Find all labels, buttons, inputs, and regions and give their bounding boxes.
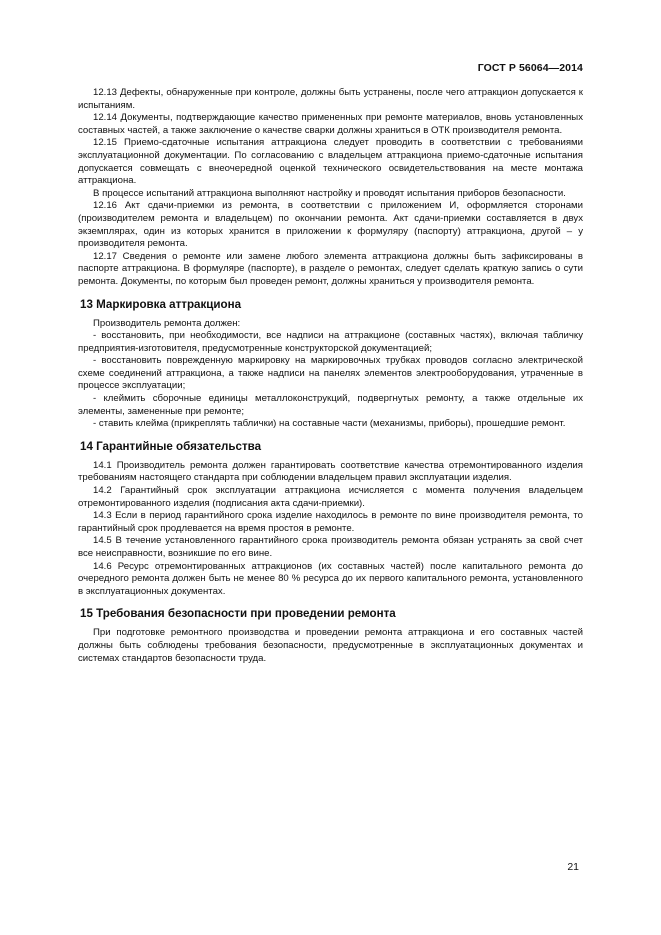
section-15 [78, 607, 583, 665]
standard-header: ГОСТ Р 56064—2014 [477, 62, 583, 74]
document-body [78, 87, 583, 665]
section-15-title: 15 Требования безопасности при проведении ремонта [80, 607, 396, 621]
paragraph-13-item-2: - восстановить поврежденную маркировку на маркировочных трубках проводов согласно электрической схеме соединений аттракциона, а также надписи на панелях элементов электрооборудования, утраченные в процессе эксплуатации; [78, 355, 583, 392]
paragraph-12-14: 12.14 Документы, подтверждающие качество примененных при ремонте материалов, вновь установленных составных частей, а также заключение о качестве сварки должны храниться в ОТК производителя ремонта. [78, 112, 583, 136]
page-number: 21 [567, 861, 579, 873]
section-13 [78, 298, 583, 431]
paragraph-14-3: 14.3 Если в период гарантийного срока изделие находилось в ремонте по вине производителя ремонта, то гарантийный срок продлевается на время простоя в ремонте. [78, 510, 583, 534]
paragraph-12-15: 12.15 Приемо-сдаточные испытания аттракциона следует проводить в соответствии с требованиями эксплуатационной документации. По согласованию с владельцем аттракциона приемо-сдаточные испытания допускается совмещать с внеочередной оценкой технического освидетельствования на месте монтажа аттракциона. [78, 137, 583, 187]
section-14 [78, 440, 583, 599]
paragraph-13-item-4: - ставить клейма (прикреплять таблички) на составные части (механизмы, приборы), прошедшие ремонт. [93, 418, 566, 430]
paragraph-12-16: 12.16 Акт сдачи-приемки из ремонта, в соответствии с приложением И, оформляется сторонами (производителем ремонта и владельцем) по окончании ремонта. Акт сдачи-приемки составляется в двух экземплярах, один из которых хранится в приложении к формуляру (паспорту) аттракциона, другой – у производителя ремонта. [78, 200, 583, 250]
section-13-title: 13 Маркировка аттракциона [80, 297, 242, 311]
paragraph-14-5: 14.5 В течение установленного гарантийного срока производитель ремонта обязан устранять за свой счет все неисправности, возникшие по его вине. [78, 535, 583, 559]
paragraph-14-6: 14.6 Ресурс отремонтированных аттракционов (их составных частей) после капитального ремонта до очередного ремонта должен быть не менее 80 % ресурса до их первого капитального ремонта, установленного в эксплуатационных документах. [78, 560, 583, 597]
paragraph-14-2: 14.2 Гарантийный срок эксплуатации аттракциона исчисляется с момента получения владельцем отремонтированного изделия (подписания акта сдачи-приемки). [78, 485, 583, 509]
paragraph-13-item-3: - клеймить сборочные единицы металлоконструкций, подвергнутых ремонту, а также отдельные их элементы, замененные при ремонте; [78, 393, 583, 417]
paragraph-14-1: 14.1 Производитель ремонта должен гарантировать соответствие качества отремонтированного изделия требованиям настоящего стандарта при соблюдении владельцем правил эксплуатации изделия. [78, 459, 583, 484]
paragraph-12-15-testing: В процессе испытаний аттракциона выполняют настройку и проводят испытания приборов безопасности. [93, 187, 566, 199]
paragraph-13-intro: Производитель ремонта должен: [93, 317, 241, 329]
section-14-title: 14 Гарантийные обязательства [80, 439, 262, 453]
section-12-tail [78, 87, 583, 289]
paragraph-12-17: 12.17 Сведения о ремонте или замене любого элемента аттракциона должны быть зафиксированы в паспорте аттракциона. В формуляре (паспорте), в разделе о ремонтах, следует сделать краткую запись о сути ремонта. Документы, по которым был проведен ремонт, должны храниться у производителя ремонта. [78, 250, 583, 287]
paragraph-15-1: При подготовке ремонтного производства и проведении ремонта аттракциона и его составных частей должны быть соблюдены требования безопасности, предусмотренные в эксплуатационных документах и системах стандартов безопасности труда. [78, 627, 583, 664]
paragraph-12-13: 12.13 Дефекты, обнаруженные при контроле, должны быть устранены, после чего аттракцион допускается к испытаниям. [78, 87, 583, 111]
paragraph-13-item-1: - восстановить, при необходимости, все надписи на аттракционе (составных частях), включая табличку предприятия-изготовителя, предусмотренные конструкторской документацией; [78, 330, 583, 354]
